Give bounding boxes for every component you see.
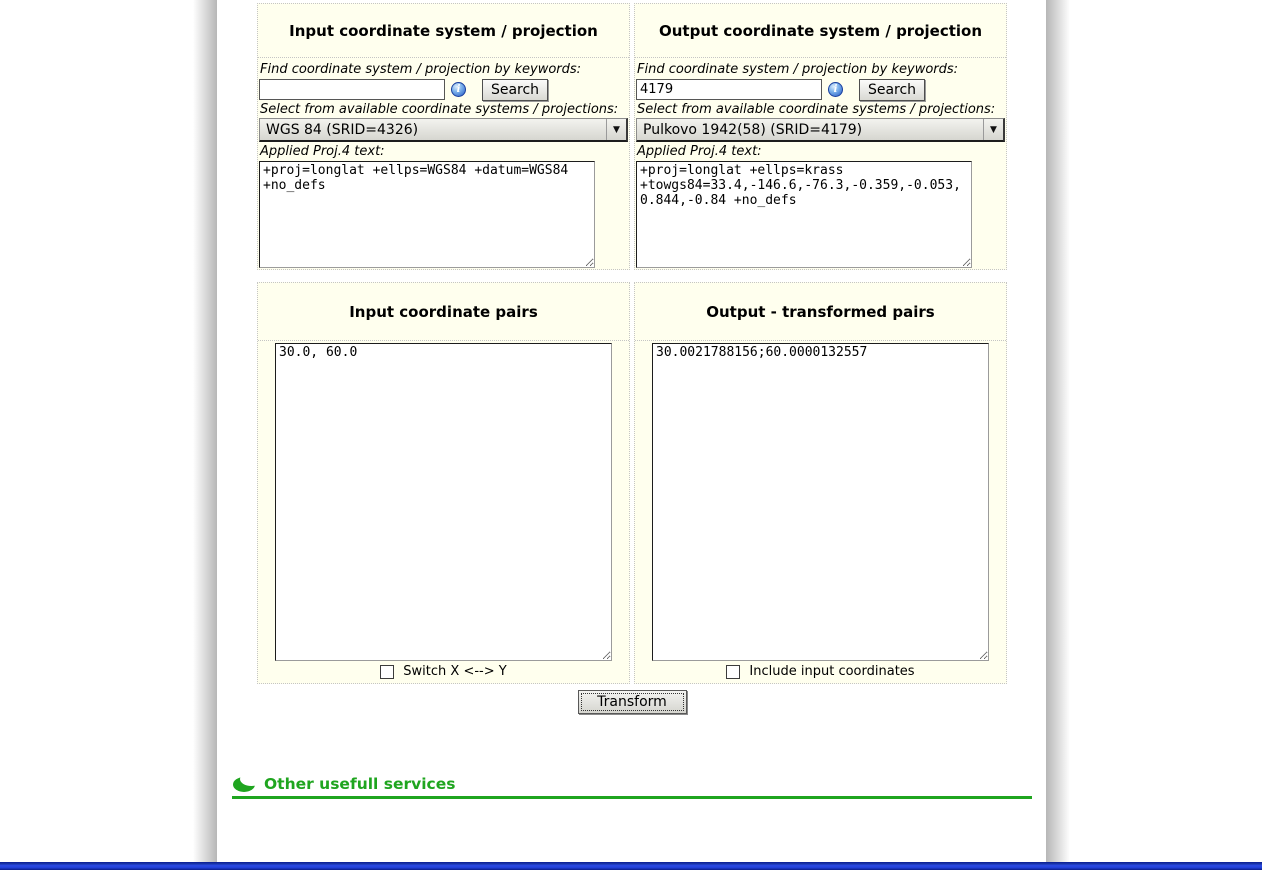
services-divider xyxy=(232,796,1032,799)
services-section-title: Other usefull services xyxy=(264,775,456,793)
include-input-label: Include input coordinates xyxy=(749,664,915,679)
converter-tables xyxy=(257,3,1007,684)
output-proj4-textarea[interactable] xyxy=(636,161,972,268)
output-pairs-panel xyxy=(634,282,1007,684)
output-pairs-title: Output - transformed pairs xyxy=(635,283,1006,341)
footer-bar xyxy=(0,862,1262,870)
output-keywords-field[interactable] xyxy=(636,79,822,100)
input-proj4-textarea[interactable] xyxy=(259,161,595,268)
output-system-title: Output coordinate system / projection xyxy=(635,4,1006,58)
coordinate-pairs-row xyxy=(257,282,1007,684)
switch-xy-label: Switch X <--> Y xyxy=(403,664,507,679)
output-find-label: Find coordinate system / projection by keywords: xyxy=(637,62,959,77)
output-select-label: Select from available coordinate systems / projections: xyxy=(637,102,996,117)
input-system-selected-option: WGS 84 (SRID=4326) xyxy=(266,121,419,138)
input-proj4-label: Applied Proj.4 text: xyxy=(260,144,385,159)
input-select-label: Select from available coordinate systems / projections: xyxy=(260,102,619,117)
input-find-label: Find coordinate system / projection by keywords: xyxy=(260,62,582,77)
input-search-button[interactable]: Search xyxy=(482,79,548,101)
output-system-select[interactable] xyxy=(636,118,1005,142)
info-icon[interactable]: i xyxy=(451,82,466,97)
info-icon[interactable]: i xyxy=(828,82,843,97)
output-search-button[interactable]: Search xyxy=(859,79,925,101)
include-input-checkbox[interactable] xyxy=(726,665,740,679)
switch-xy-checkbox[interactable] xyxy=(380,665,394,679)
chevron-down-icon: ▼ xyxy=(606,119,626,140)
output-proj4-label: Applied Proj.4 text: xyxy=(637,144,762,159)
transform-button[interactable]: Transform xyxy=(578,690,687,714)
output-system-selected-option: Pulkovo 1942(58) (SRID=4179) xyxy=(643,121,863,138)
input-keywords-field[interactable] xyxy=(259,79,445,100)
input-pairs-panel xyxy=(257,282,630,684)
input-system-panel xyxy=(257,3,630,270)
page-shadow-left xyxy=(193,0,217,863)
content-column xyxy=(217,0,1046,863)
crescent-icon xyxy=(233,775,256,793)
input-pairs-textarea[interactable] xyxy=(275,343,612,661)
page-shadow-right xyxy=(1046,0,1070,863)
chevron-down-icon: ▼ xyxy=(983,119,1003,140)
input-system-select[interactable] xyxy=(259,118,628,142)
output-system-panel xyxy=(634,3,1007,270)
coordinate-system-row xyxy=(257,3,1007,270)
output-pairs-textarea[interactable] xyxy=(652,343,989,661)
input-system-title: Input coordinate system / projection xyxy=(258,4,629,58)
input-pairs-title: Input coordinate pairs xyxy=(258,283,629,341)
